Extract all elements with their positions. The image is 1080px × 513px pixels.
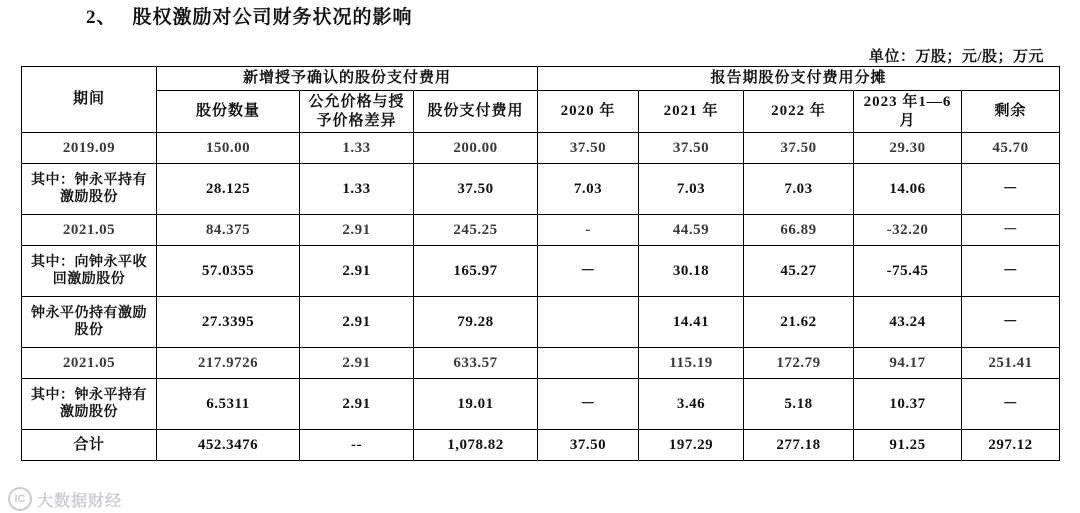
- watermark: [8, 487, 122, 511]
- cell-price-diff: 2.91: [300, 379, 414, 430]
- cell-2022: 7.03: [744, 164, 854, 215]
- table-row: [22, 133, 1060, 164]
- cell-2022: 66.89: [744, 215, 854, 246]
- cell-2022: 21.62: [744, 297, 854, 348]
- cell-price-diff: 2.91: [300, 215, 414, 246]
- cell-2021: 44.59: [639, 215, 744, 246]
- cell-2023-h1: 43.24: [854, 297, 962, 348]
- page-title: [86, 2, 413, 29]
- cell-2021: 30.18: [639, 246, 744, 297]
- table-row: [22, 246, 1060, 297]
- cell-price-diff: 2.91: [300, 297, 414, 348]
- cell-2022: 277.18: [744, 430, 854, 461]
- cell-payment-expense: 633.57: [414, 348, 538, 379]
- cell-payment-expense: 1,078.82: [414, 430, 538, 461]
- cell-price-diff: --: [300, 430, 414, 461]
- cell-remaining: 45.70: [962, 133, 1060, 164]
- table-body: [22, 133, 1060, 461]
- cell-2021: 14.41: [639, 297, 744, 348]
- cell-2023-h1: 14.06: [854, 164, 962, 215]
- cell-2021: 197.29: [639, 430, 744, 461]
- row-label: 2019.09: [22, 133, 157, 164]
- header-share-count: 股份数量: [157, 90, 300, 133]
- row-label: 2021.05: [22, 348, 157, 379]
- cell-price-diff: 2.91: [300, 246, 414, 297]
- cell-2020: 7.03: [538, 164, 639, 215]
- financial-table: [21, 66, 1060, 461]
- header-payment-expense: 股份支付费用: [414, 90, 538, 133]
- page-title-text: 股权激励对公司财务状况的影响: [132, 7, 413, 28]
- cell-2022: 37.50: [744, 133, 854, 164]
- table-row: [22, 297, 1060, 348]
- unit-note: 单位：万股；元/股；万元: [868, 49, 1044, 65]
- table-row: [22, 215, 1060, 246]
- cell-2022: 5.18: [744, 379, 854, 430]
- cell-price-diff: 1.33: [300, 164, 414, 215]
- cell-share-count: 150.00: [157, 133, 300, 164]
- header-year-2023-h1: 2023 年1—6 月: [854, 90, 962, 133]
- cell-2020: 37.50: [538, 430, 639, 461]
- cell-payment-expense: 19.01: [414, 379, 538, 430]
- cell-2020: 37.50: [538, 133, 639, 164]
- cell-2023-h1: 94.17: [854, 348, 962, 379]
- table-row-total: [22, 430, 1060, 461]
- cell-remaining: 297.12: [962, 430, 1060, 461]
- cell-2020: －: [538, 379, 639, 430]
- cell-share-count: 84.375: [157, 215, 300, 246]
- cell-remaining: －: [962, 379, 1060, 430]
- cell-2021: 115.19: [639, 348, 744, 379]
- header-remaining: 剩余: [962, 90, 1060, 133]
- watermark-text: 大数据财经: [37, 492, 123, 510]
- row-label: 合计: [22, 430, 157, 461]
- header-year-2020: 2020 年: [538, 90, 639, 133]
- table-header: [22, 67, 1060, 133]
- cell-2021: 3.46: [639, 379, 744, 430]
- cell-2020: －: [538, 246, 639, 297]
- cell-2023-h1: -32.20: [854, 215, 962, 246]
- cell-2022: 172.79: [744, 348, 854, 379]
- cell-2022: 45.27: [744, 246, 854, 297]
- cell-2021: 37.50: [639, 133, 744, 164]
- header-group-allocation: 报告期股份支付费用分摊: [538, 67, 1060, 91]
- table-header-row-groups: [22, 67, 1060, 91]
- cell-2023-h1: -75.45: [854, 246, 962, 297]
- row-label: 钟永平仍持有激励股份: [22, 297, 157, 348]
- cell-2020: [538, 348, 639, 379]
- table-row: [22, 348, 1060, 379]
- cell-payment-expense: 37.50: [414, 164, 538, 215]
- row-label: 其中：钟永平持有激励股份: [22, 164, 157, 215]
- cell-price-diff: 2.91: [300, 348, 414, 379]
- cell-share-count: 27.3395: [157, 297, 300, 348]
- watermark-logo-icon: IC: [8, 487, 32, 511]
- cell-2020: [538, 297, 639, 348]
- header-group-new-grant: 新增授予确认的股份支付费用: [157, 67, 538, 91]
- cell-remaining: －: [962, 246, 1060, 297]
- row-label: 2021.05: [22, 215, 157, 246]
- cell-share-count: 217.9726: [157, 348, 300, 379]
- cell-share-count: 452.3476: [157, 430, 300, 461]
- cell-2023-h1: 29.30: [854, 133, 962, 164]
- cell-remaining: －: [962, 164, 1060, 215]
- cell-payment-expense: 165.97: [414, 246, 538, 297]
- cell-payment-expense: 245.25: [414, 215, 538, 246]
- header-price-diff: 公允价格与授予价格差异: [300, 90, 414, 133]
- cell-remaining: 251.41: [962, 348, 1060, 379]
- row-label: 其中：向钟永平收回激励股份: [22, 246, 157, 297]
- cell-share-count: 28.125: [157, 164, 300, 215]
- table-row: [22, 379, 1060, 430]
- header-period: 期间: [22, 67, 157, 133]
- table-header-row-subs: [22, 90, 1060, 133]
- cell-2021: 7.03: [639, 164, 744, 215]
- header-year-2022: 2022 年: [744, 90, 854, 133]
- cell-payment-expense: 79.28: [414, 297, 538, 348]
- cell-2020: -: [538, 215, 639, 246]
- cell-remaining: －: [962, 297, 1060, 348]
- cell-payment-expense: 200.00: [414, 133, 538, 164]
- cell-remaining: －: [962, 215, 1060, 246]
- table-row: [22, 164, 1060, 215]
- header-year-2021: 2021 年: [639, 90, 744, 133]
- cell-price-diff: 1.33: [300, 133, 414, 164]
- cell-share-count: 57.0355: [157, 246, 300, 297]
- page-title-number: 2、: [86, 7, 117, 28]
- cell-share-count: 6.5311: [157, 379, 300, 430]
- cell-2023-h1: 10.37: [854, 379, 962, 430]
- row-label: 其中：钟永平持有激励股份: [22, 379, 157, 430]
- cell-2023-h1: 91.25: [854, 430, 962, 461]
